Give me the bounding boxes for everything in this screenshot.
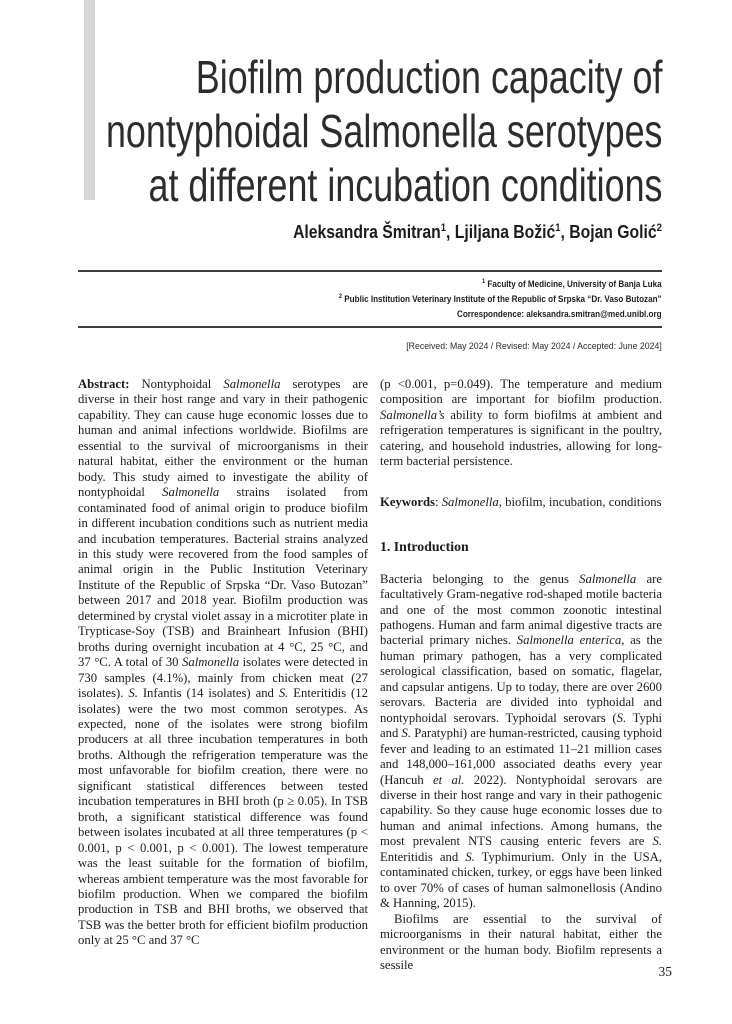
separator-rule-top — [78, 270, 662, 272]
correspondence-line: Correspondence: aleksandra.smitran@med.unibl.org — [457, 309, 662, 319]
affiliation-2: $^2$ Public Institution Veterinary Institute of the Republic of Srpska “Dr. Vaso Butozan” — [339, 293, 662, 304]
page-number: 35 — [658, 964, 672, 979]
affiliations-block — [303, 277, 662, 322]
paper-title-line-1: Biofilm production capacity of — [195, 51, 663, 103]
separator-rule-bottom — [78, 326, 662, 328]
abstract-paragraph: Abstract: Nontyphoidal Salmonella serotypes are diverse in their host range and vary in their pathogenic capability. They can cause huge economic losses due to human and animal infections worldwide. Biofilms are essential to the survival of microorganisms in their natural habitat, either the environment or the human body. This study aimed to investigate the ability of nontyphoidal Salmonella strains isolated from contaminated food of animal origin to produce biofilm in different incubation conditions such as nutrient media and incubation temperatures. Bacterial strains analyzed in this study were recovered from the food samples of animal origin in the Public Institution Veterinary Institute of the Republic of Srpska “Dr. Vaso Butozan” between 2017 and 2018 year. Biofilm production was determined by crystal violet assay in a microtiter plate in Trypticase-Soy (TSB) and Brainheart Infusion (BHI) broths during overnight incubation at 4 °C, 25 °C, and 37 °C. A total of 30 Salmonella isolates were detected in 730 samples (4.1%), mainly from chicken meat (27 isolates). S. Infantis (14 isolates) and S. Enteritidis (12 isolates) were the two most common serotypes. As expected, none of the isolates were strong biofilm producers at all three incubation temperatures in both broths. Although the refrigeration temperature was the most unfavorable for biofilm creation, there were no significant statistical differences between tested incubation temperatures in BHI broth (p ≥ 0.05). In TSB broth, a significant statistical difference was found between isolates incubated at all three temperatures (p < 0.001, p < 0.001, p < 0.001). The lowest temperature was the least suitable for the formation of biofilm, whereas ambient temperature was the most favorable for biofilm production. When we compared the biofilm production in TSB and BHI broths, we observed that TSB was the better broth for efficient biofilm production only at 25 °C and 37 °C — [78, 377, 369, 948]
introduction-heading: 1. Introduction — [380, 539, 469, 555]
paper-title-line-2: nontyphoidal Salmonella serotypes — [105, 105, 662, 157]
right-column — [380, 377, 662, 973]
received-dates: [Received: May 2024 / Revised: May 2024 / Accepted: June 2024] — [406, 341, 662, 352]
affiliation-1: $^1$ Faculty of Medicine, University of Banja Luka — [482, 278, 662, 289]
left-column — [78, 377, 368, 949]
keywords-line: Keywords: Salmonella, biofilm, incubation, conditions — [380, 494, 662, 509]
introduction-paragraph-1: Bacteria belonging to the genus Salmonella are facultatively Gram-negative rod-shaped motile bacteria and one of the most common zoonotic intestinal pathogens. Human and farm animal digestive tracts are bacterial primary niches. Salmonella enterica, as the human primary pathogen, has a very complicated serological classification, based on somatic, flagelar, and capsular antigens. Up to today, there are over 2600 serovars. Bacteria are divided into typhoidal and nontyphoidal serovars. Typhoidal serovars (S. Typhi and S. Paratyphi) are human-restricted, causing typhoid fever and leading to an estimated 11–21 million cases and 148,000–161,000 associated deaths every year (Hancuh et al. 2022). Nontyphoidal serovars are diverse in their host range and vary in their pathogenic capability. So they cause huge economic losses due to human and animal infections. Among humans, the most prevalent NTS causing enteric fevers are S. Enteritidis and S. Typhimurium. Only in the USA, contaminated chicken, turkey, or eggs have been linked to over 70% of cases of human salmonellosis (Andino & Hanning, 2015). — [380, 571, 662, 911]
abstract-continuation-paragraph: (p <0.001, p=0.049). The temperature and medium composition are important for biofilm production. Salmonella’s ability to form biofilms at ambient and refrigeration temperatures is significant in the poultry, catering, and household industries, allowing for long-term bacterial persistence. — [380, 377, 662, 469]
introduction-paragraph-2: Biofilms are essential to the survival of microorganisms in their natural habitat, either the environment or the human body. Biofilm represents a sessile — [380, 911, 662, 972]
paper-title — [0, 50, 662, 212]
authors-line: Aleksandra Šmitran$^1$, Ljiljana Božić$^1$, Bojan Golić$^2$ — [293, 221, 662, 242]
paper-title-line-3: at different incubation conditions — [148, 159, 663, 211]
